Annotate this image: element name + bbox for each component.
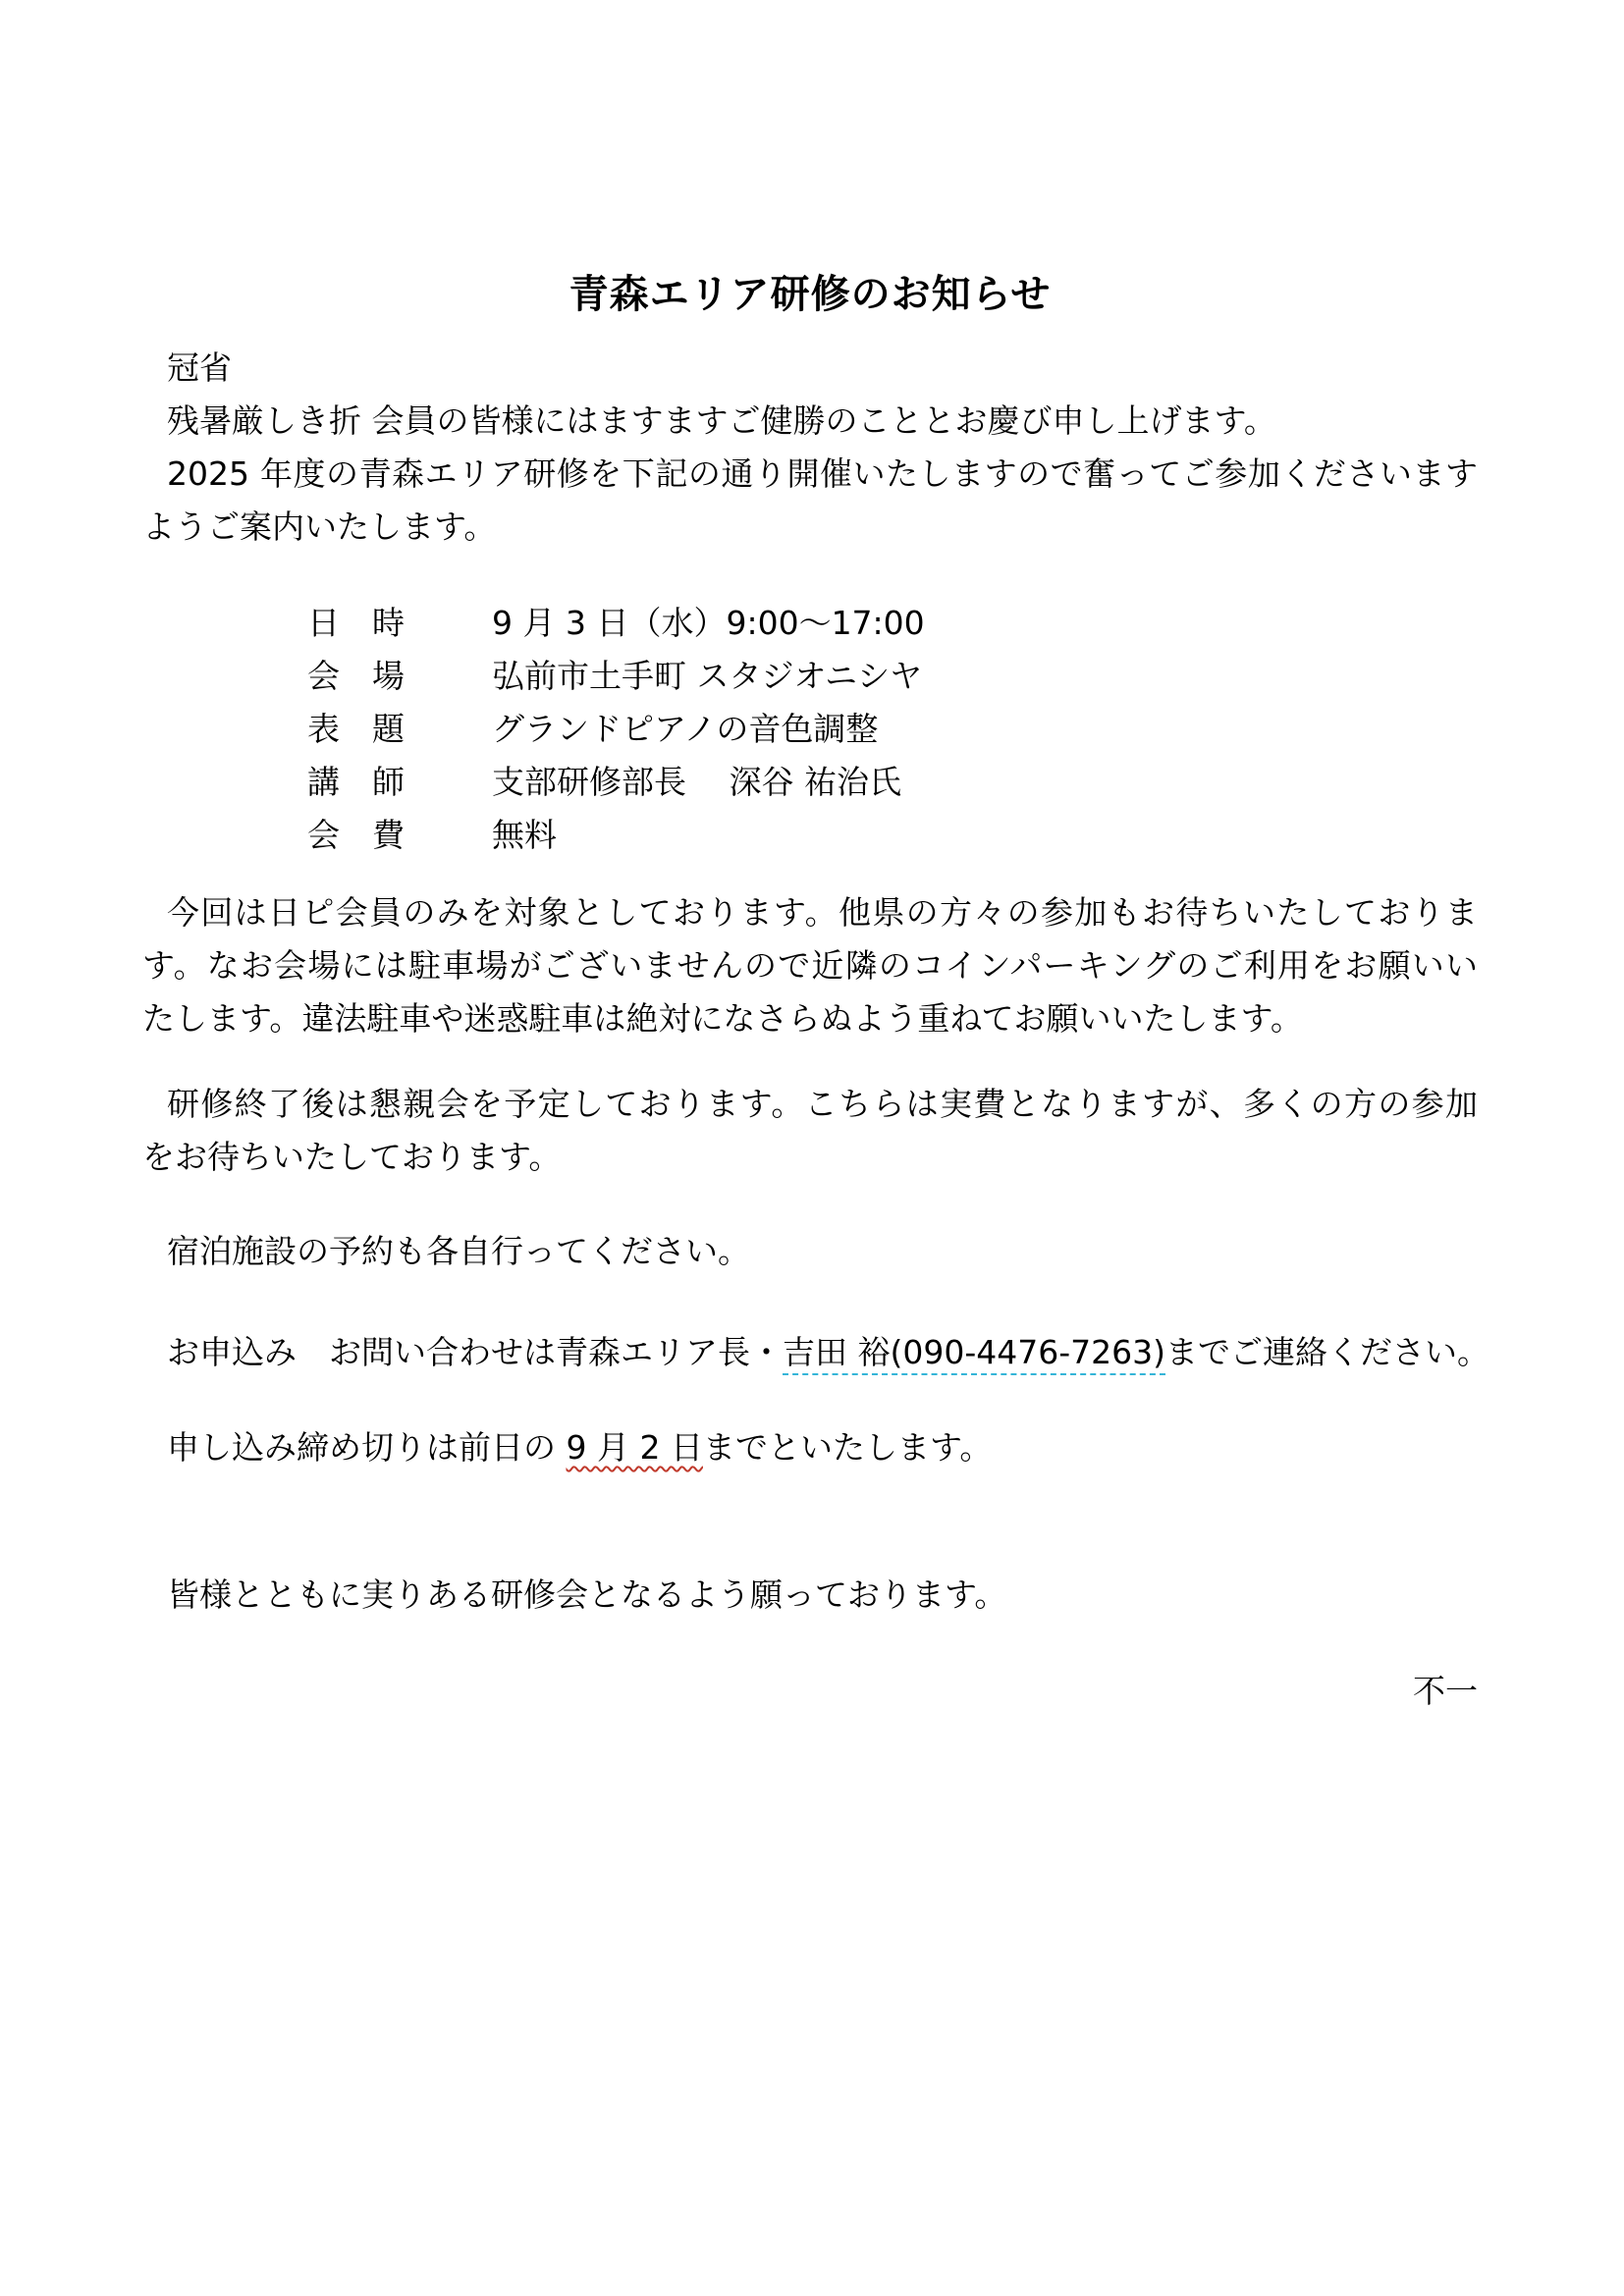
lodging-note: 宿泊施設の予約も各自行ってください。 <box>167 1232 750 1270</box>
members-note-line-1: 今回は日ピ会員のみを対象としております。他県の方々の参加もお待ちいたしておりま <box>167 893 1478 932</box>
detail-label-venue: 会 場 <box>307 657 405 695</box>
deadline-suffix: までといたします。 <box>702 1428 993 1467</box>
detail-value-topic: グランドピアノの音色調整 <box>492 710 879 748</box>
page-title: 青森エリア研修のお知らせ <box>568 272 1052 317</box>
intro-line-1: 残暑厳しき折 会員の皆様にはますますご健勝のこととお慶び申し上げます。 <box>167 401 1276 440</box>
detail-value-datetime: 9 月 3 日（水）9:00～17:00 <box>492 604 925 642</box>
deadline-line <box>142 1421 1478 1474</box>
detail-row-fee <box>307 809 1478 862</box>
contact-line <box>142 1326 1490 1379</box>
intro-line-3: ようご案内いたします。 <box>142 507 497 546</box>
members-note-line-2: す。なお会場には駐車場がございませんので近隣のコインパーキングのご利用をお願いい <box>142 946 1478 985</box>
contact-phone: 吉田 裕(090-4476-7263) <box>783 1333 1165 1375</box>
detail-value-fee: 無料 <box>492 816 557 854</box>
contact-prefix: お申込み お問い合わせは青森エリア長・ <box>167 1333 783 1371</box>
detail-label-lecturer: 講 師 <box>307 763 405 801</box>
detail-label-topic: 表 題 <box>307 710 405 748</box>
deadline-date: 9 月 2 日 <box>566 1428 703 1467</box>
members-note-line-3: たします。違法駐車や迷惑駐車は絶対になさらぬよう重ねてお願いいたします。 <box>142 999 1303 1038</box>
detail-row-venue <box>307 650 1478 703</box>
detail-row-lecturer <box>307 756 1478 809</box>
deadline-prefix: 申し込み締め切りは前日の <box>167 1428 567 1467</box>
detail-row-datetime <box>307 597 1478 650</box>
social-note-line-2: をお待ちいたしております。 <box>142 1138 562 1176</box>
paragraph-members-note <box>142 886 1478 1045</box>
salutation: 冠省 <box>167 348 232 387</box>
detail-value-lecturer: 支部研修部長 深谷 祐治氏 <box>492 763 901 801</box>
intro-line-2: 2025 年度の青森エリア研修を下記の通り開催いたしますので奮ってご参加くださいます <box>167 454 1478 493</box>
detail-label-datetime: 日 時 <box>307 604 405 642</box>
detail-label-fee: 会 費 <box>307 816 405 854</box>
signoff: 不一 <box>1413 1672 1478 1710</box>
contact-suffix: までご連絡ください。 <box>1165 1333 1490 1371</box>
paragraph-social-note <box>142 1078 1478 1184</box>
detail-row-topic <box>307 703 1478 756</box>
closing-line: 皆様とともに実りある研修会となるよう願っております。 <box>167 1575 1007 1614</box>
detail-value-venue: 弘前市土手町 スタジオニシヤ <box>492 657 923 695</box>
social-note-line-1: 研修終了後は懇親会を予定しております。こちらは実費となりますが、多くの方の参加 <box>167 1085 1478 1123</box>
event-details-list <box>307 597 1478 862</box>
